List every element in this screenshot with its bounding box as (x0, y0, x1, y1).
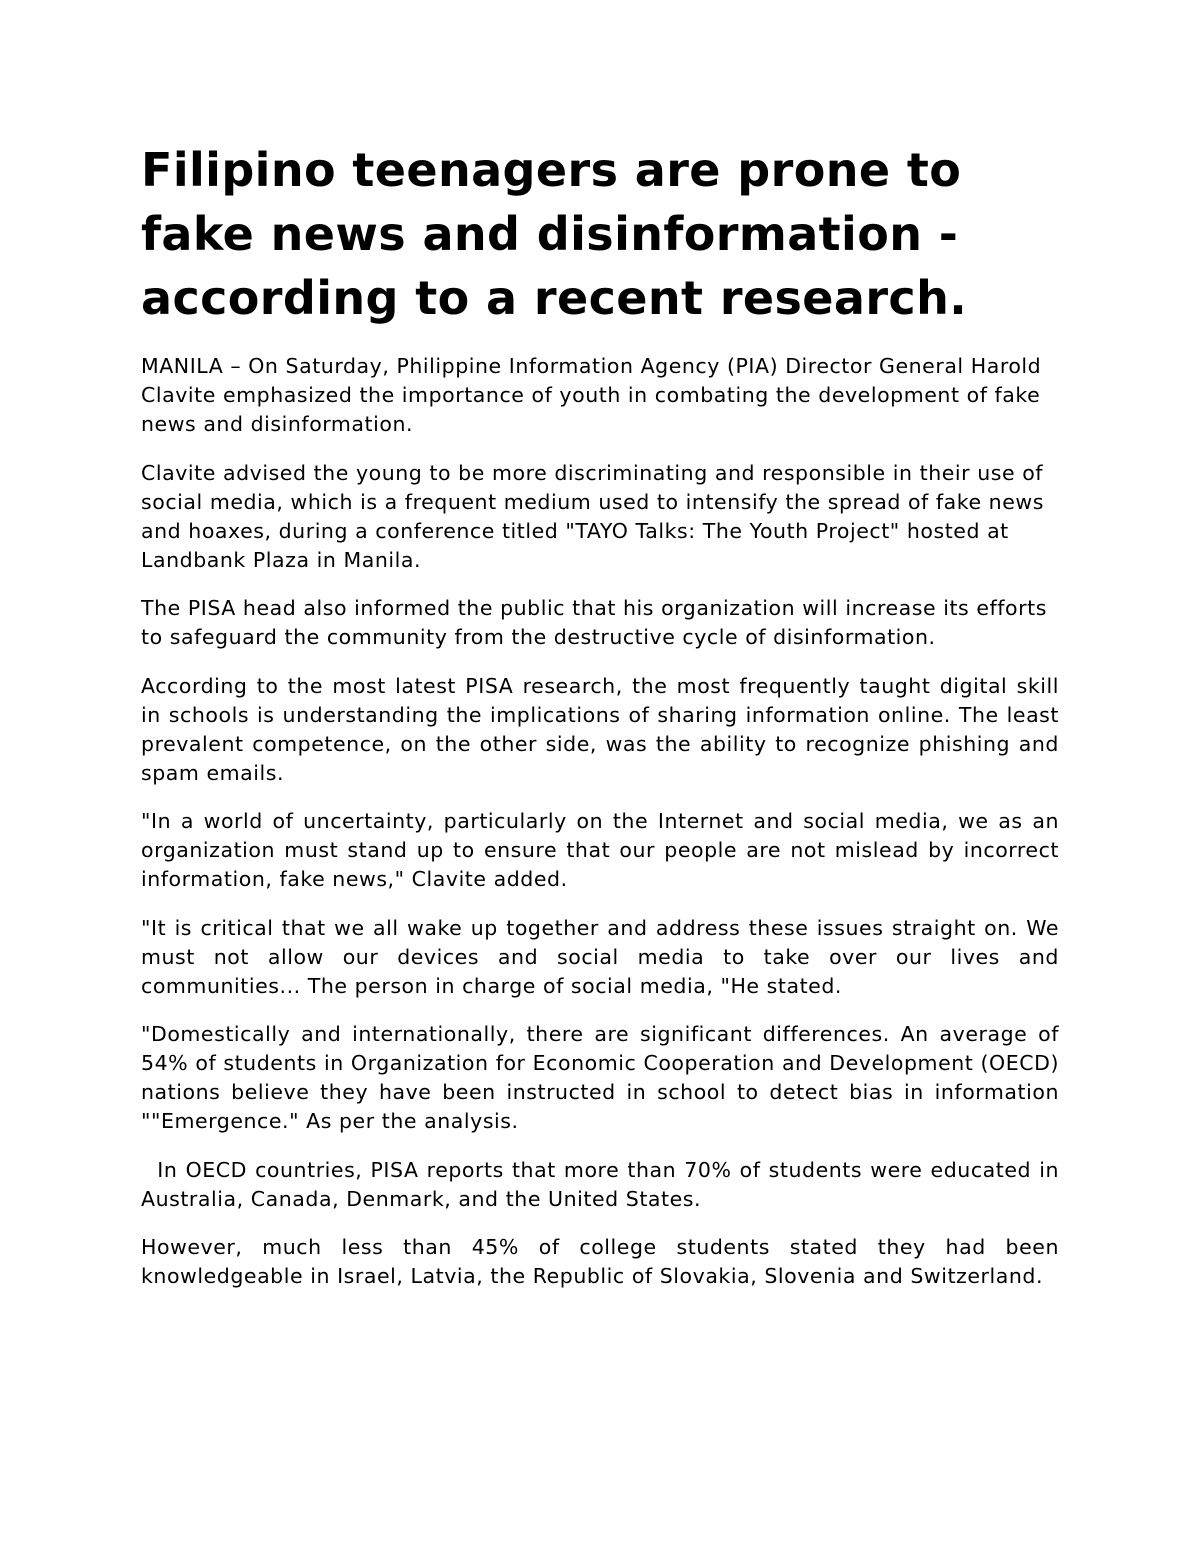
paragraph-quote-wake-up: "It is critical that we all wake up together and address these issues straight on. We must not allow our devices and social media to take over our lives and communities... The person in charge of social media, "He stated. (141, 915, 1067, 998)
paragraph-clavite-advice: Clavite advised the young to be more discriminating and responsible in their use of social media, which is a frequent medium used to intensify the spread of fake news and hoaxes, during a conference titled "TAYO Talks: The Youth Project" hosted at Landbank Plaza in Manila. (141, 460, 1052, 572)
paragraph-oecd-average: "Domestically and internationally, there are significant differences. An average of 54% of students in Organization for Economic Cooperation and Development (OECD) nations believe they have been instructed in school to detect bias in information ""Emergence." As per the analysis. (141, 1022, 1067, 1133)
paragraph-oecd-countries: In OECD countries, PISA reports that more than 70% of students were educated in Australia, Canada, Denmark, and the United States. (141, 1157, 1067, 1211)
paragraph-intro: MANILA – On Saturday, Philippine Information Agency (PIA) Director General Harold Clavite emphasized the importance of youth in combating the development of fake news and disinformation. (141, 354, 1049, 436)
paragraph-pisa-head: The PISA head also informed the public that his organization will increase its efforts to safeguard the community from the destructive cycle of disinformation. (141, 596, 1055, 649)
paragraph-college-students: However, much less than 45% of college students stated they had been knowledgeable in Israel, Latvia, the Republic of Slovakia, Slovenia and Switzerland. (141, 1235, 1067, 1288)
paragraph-pisa-research: According to the most latest PISA research, the most frequently taught digital skill in schools is understanding the implications of sharing information online. The least prevalent competence, on the other side, was the ability to recognize phishing and spam emails. (141, 673, 1067, 785)
article-title: Filipino teenagers are prone to fake news and disinformation - according to a recent research. (141, 143, 968, 325)
paragraph-quote-uncertainty: "In a world of uncertainty, particularly on the Internet and social media, we as an organization must stand up to ensure that our people are not mislead by incorrect information, fake news," Clavite added. (141, 809, 1067, 891)
article (141, 138, 1067, 1311)
